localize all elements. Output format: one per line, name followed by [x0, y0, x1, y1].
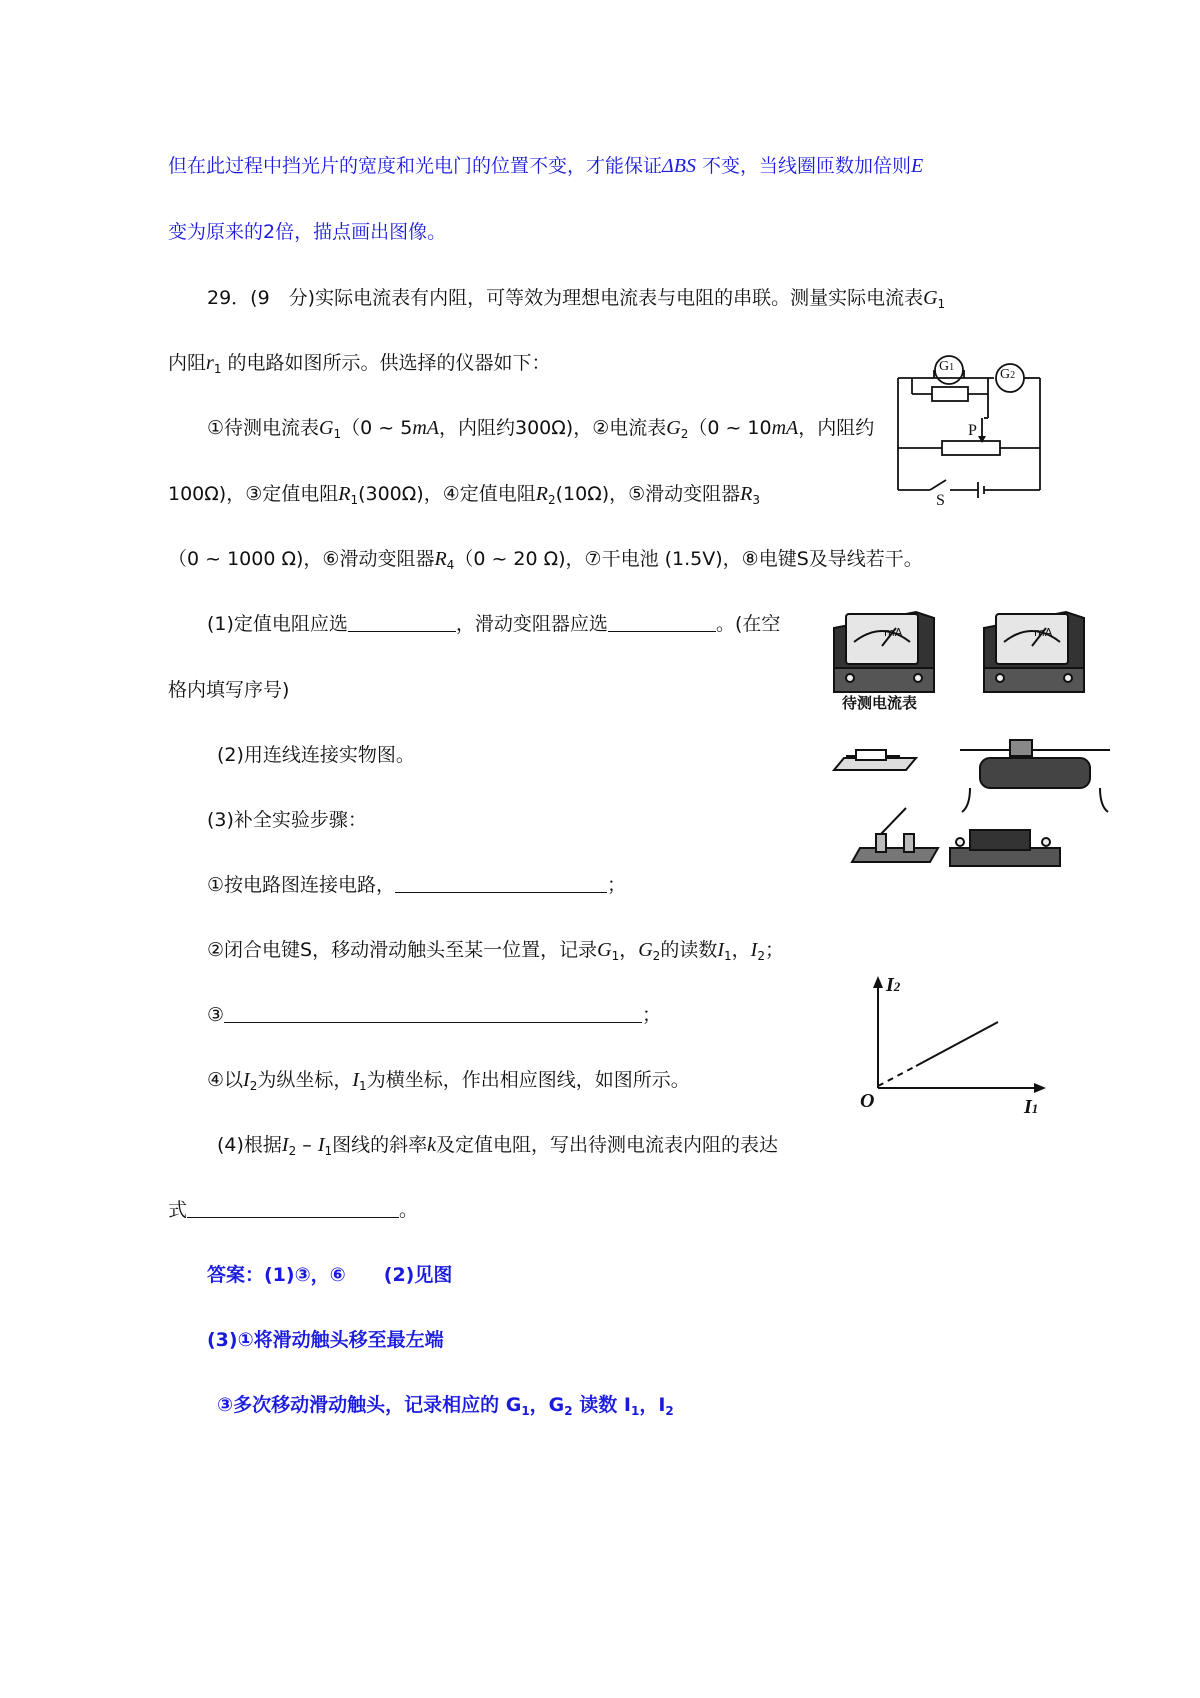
math-r: R [740, 483, 753, 505]
answer-blank[interactable] [224, 1004, 642, 1023]
subscript: 1 [1031, 1101, 1039, 1116]
math-g: G [923, 287, 938, 309]
subscript: 2 [564, 1404, 573, 1418]
text: 变为原来的2倍，描点画出图像。 [168, 221, 447, 243]
text: （0 ~ 5 [341, 417, 413, 439]
text: ③多次移动滑动触头，记录相应的 G [217, 1394, 522, 1416]
text: G [939, 359, 950, 374]
apparatus-figure [820, 598, 1120, 898]
x-axis-label [1024, 1096, 1038, 1119]
text: ①按电路图连接电路， [207, 874, 396, 896]
subscript: 1 [724, 949, 732, 963]
text: (4)根据 [217, 1134, 282, 1156]
text: 答案：(1)③，⑥ (2)见图 [207, 1264, 453, 1286]
subscript: 4 [446, 558, 455, 572]
text: (1)定值电阻应选 [207, 613, 348, 635]
math-g: G [638, 939, 653, 961]
y-axis-label [886, 974, 900, 997]
meter-unit-label: mA [1034, 626, 1053, 639]
subscript: 2 [288, 1144, 297, 1158]
part-4-line [217, 1132, 778, 1164]
answer-blank[interactable] [348, 613, 456, 632]
text: 29．(9 分)实际电流表有内阻，可等效为理想电流表与电阻的串联。测量实际电流表 [207, 287, 924, 309]
math-e: E [911, 155, 924, 177]
unit-ma: mA [412, 417, 439, 439]
answer-blank[interactable] [187, 1199, 399, 1218]
text: G [1000, 367, 1011, 382]
math-i: I [281, 1134, 289, 1156]
text: (300Ω)，④定值电阻 [358, 483, 536, 505]
answer-line-3 [217, 1392, 674, 1424]
math-dbs: ΔBS [662, 155, 696, 177]
text: ④以 [207, 1069, 244, 1091]
step-2-line [207, 937, 784, 969]
subscript: 1 [333, 427, 342, 441]
meter-caption: 待测电流表 [842, 694, 918, 712]
solution-line-2 [168, 219, 446, 245]
text: (3)①将滑动触头移至最左端 [207, 1329, 444, 1351]
part-1-line [207, 611, 780, 637]
text: 。 [399, 1199, 419, 1221]
text: 但在此过程中挡光片的宽度和光电门的位置不变，才能保证 [168, 155, 663, 177]
text: 的电路如图所示。供选择的仪器如下： [221, 352, 551, 374]
text: （0 ~ 10 [688, 417, 772, 439]
math-r: r [206, 352, 214, 374]
math-r: R [535, 483, 548, 505]
math-g: G [666, 417, 681, 439]
text: 为横坐标，作出相应图线，如图所示。 [366, 1069, 690, 1091]
subscript: 2 [665, 1404, 674, 1418]
answer-blank[interactable] [608, 613, 716, 632]
text: 式 [168, 1199, 188, 1221]
text: ； [764, 939, 784, 961]
step-1-line [207, 872, 626, 898]
subscript: 2 [757, 949, 765, 963]
part-2-line [217, 742, 415, 768]
text: 不变，当线圈匝数加倍则 [695, 155, 912, 177]
math-k: k [427, 1134, 437, 1156]
subscript: 1 [213, 362, 222, 376]
text: (3)补全实验步骤： [207, 809, 367, 831]
instrument-line-3 [168, 546, 923, 578]
question-29-line-1 [207, 285, 945, 317]
subscript: 1 [521, 1404, 530, 1418]
meter-unit-label: mA [884, 626, 903, 639]
subscript: 1 [949, 362, 955, 373]
part-3-line [207, 807, 367, 833]
math-g: G [597, 939, 612, 961]
text: ，滑动变阻器应选 [455, 613, 608, 635]
answer-line-1 [207, 1262, 452, 1288]
i2-i1-graph [852, 972, 1052, 1132]
text: (10Ω)，⑤滑动变阻器 [555, 483, 741, 505]
graph-svg [852, 972, 1052, 1132]
apparatus-svg [820, 598, 1120, 898]
text: 100Ω)，③定值电阻 [168, 483, 339, 505]
math-i: I [717, 939, 724, 961]
math-i: I [243, 1069, 250, 1091]
g2-label [1000, 367, 1015, 383]
text: （0 ~ 20 Ω)，⑦干电池 (1.5V)，⑧电键S及导线若干。 [454, 548, 923, 570]
instrument-line-1 [207, 415, 874, 447]
subscript: 3 [752, 493, 761, 507]
text: ，I [639, 1394, 666, 1416]
circuit-diagram [892, 348, 1052, 518]
subscript: 2 [652, 949, 661, 963]
text: ，内阻约300Ω)，②电流表 [439, 417, 667, 439]
math-r: R [338, 483, 351, 505]
math-i: I [750, 939, 758, 961]
slider-p-label: P [968, 422, 977, 439]
step-4-line [207, 1067, 690, 1099]
subscript: 1 [630, 1404, 640, 1418]
math-r: R [434, 548, 447, 570]
text: （0 ~ 1000 Ω)，⑥滑动变阻器 [168, 548, 435, 570]
subscript: 2 [893, 979, 901, 994]
text: ， [731, 939, 751, 961]
text: ； [642, 1004, 662, 1026]
text: – [296, 1134, 318, 1156]
text: ①待测电流表 [207, 417, 320, 439]
question-29-line-2 [168, 350, 551, 382]
answer-line-2 [207, 1327, 444, 1353]
subscript: 2 [1010, 370, 1016, 381]
text: ，内阻约 [798, 417, 875, 439]
math-g: G [319, 417, 334, 439]
text: (2)用连线连接实物图。 [217, 744, 415, 766]
subscript: 1 [611, 949, 620, 963]
text: I [1024, 1096, 1032, 1118]
subscript: 2 [547, 493, 556, 507]
text: 。(在空 [715, 613, 781, 635]
instrument-line-2 [168, 481, 760, 513]
subscript: 1 [324, 1144, 333, 1158]
text: 读数 I [572, 1394, 631, 1416]
text: ③ [207, 1004, 225, 1026]
part-4-line-2 [168, 1197, 418, 1223]
origin-label: O [860, 1090, 875, 1112]
text: 内阻 [168, 352, 207, 374]
switch-s-label: S [936, 492, 945, 509]
step-3-line [207, 1002, 661, 1028]
subscript: 1 [937, 297, 946, 311]
math-i: I [352, 1069, 360, 1091]
text: ②闭合电键S，移动滑动触头至某一位置，记录 [207, 939, 598, 961]
text: 格内填写序号) [168, 679, 290, 701]
text: 为纵坐标， [257, 1069, 353, 1091]
text: ； [607, 874, 627, 896]
text: ，G [529, 1394, 565, 1416]
text: 图线的斜率 [332, 1134, 428, 1156]
unit-ma: mA [771, 417, 799, 439]
text: 及定值电阻，写出待测电流表内阻的表达 [436, 1134, 779, 1156]
part-1-line-2 [168, 677, 289, 703]
math-i: I [317, 1134, 325, 1156]
subscript: 2 [249, 1079, 258, 1093]
g1-label [939, 359, 954, 375]
subscript: 1 [350, 493, 359, 507]
answer-blank[interactable] [395, 874, 607, 893]
solution-line-1 [168, 153, 923, 179]
text: ， [619, 939, 639, 961]
subscript: 1 [359, 1079, 367, 1093]
text: I [886, 974, 894, 996]
subscript: 2 [680, 427, 689, 441]
text: 的读数 [660, 939, 718, 961]
